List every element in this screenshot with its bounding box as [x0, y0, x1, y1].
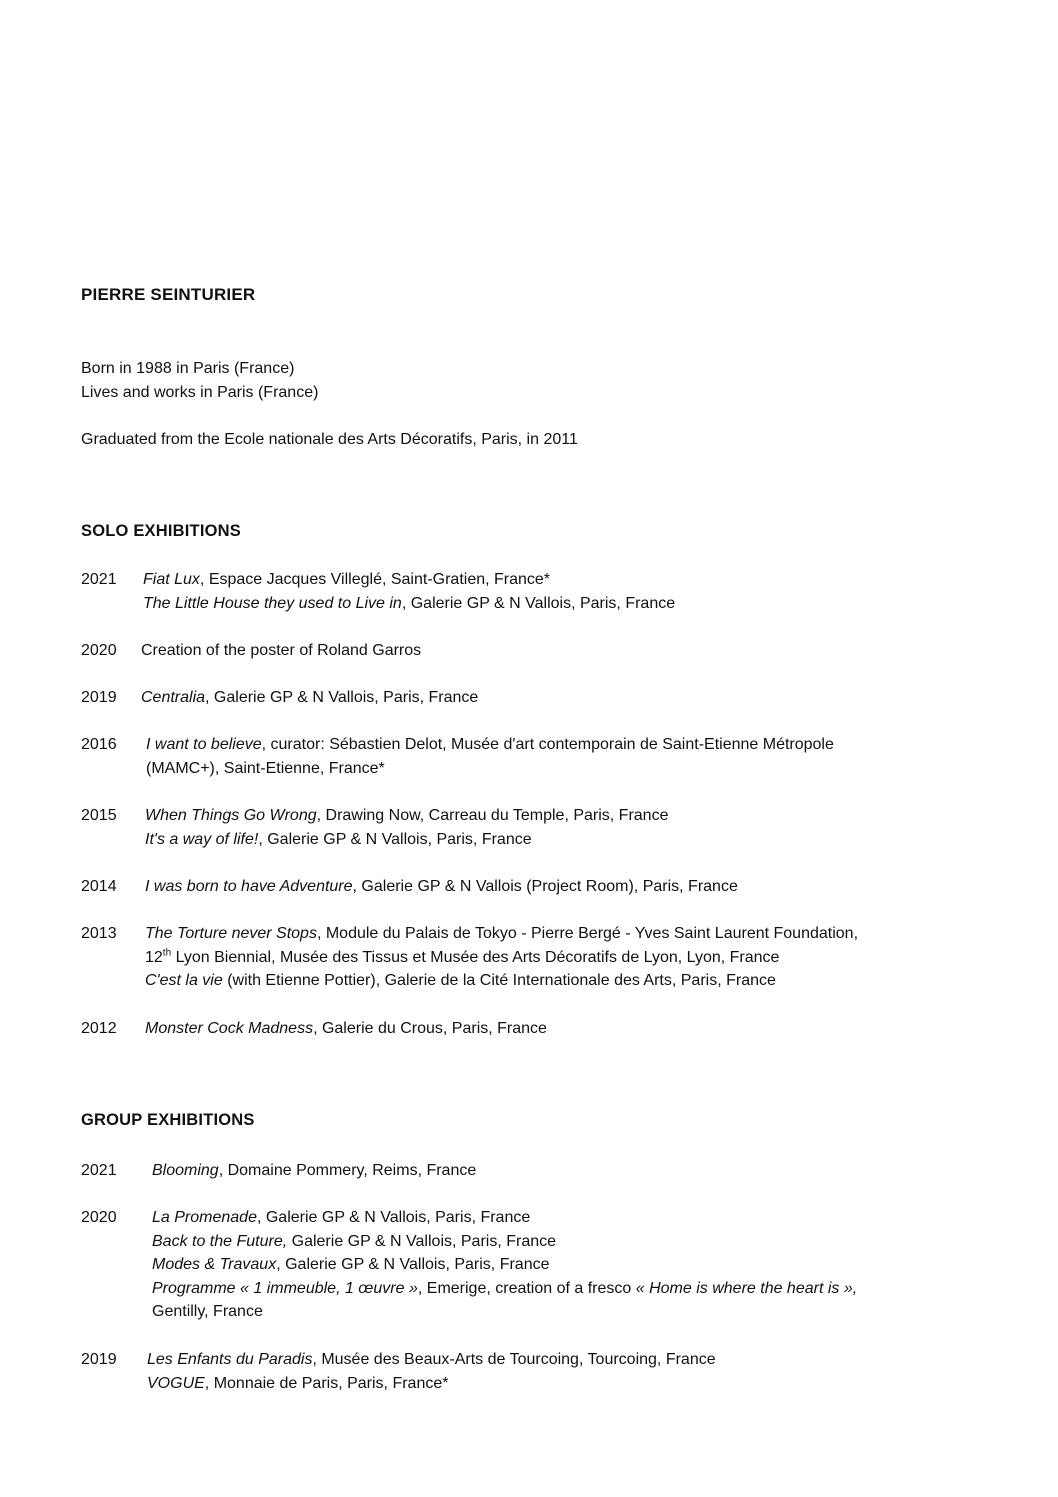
exhibition-details: , Galerie GP & N Vallois, Paris, France	[276, 1256, 550, 1274]
exhibition-title: When Things Go Wrong	[145, 807, 317, 824]
bio-education: Graduated from the Ecole nationale des Arts Décoratifs, Paris, in 2011	[81, 431, 578, 448]
bio-born: Born in 1988 in Paris (France)	[81, 360, 295, 377]
entry-line	[143, 568, 675, 592]
fresco-title: « Home is where the heart is »,	[635, 1279, 858, 1297]
exhibition-title: Modes & Travaux	[152, 1256, 277, 1274]
entry-line	[145, 969, 858, 993]
entry-year: 2012	[81, 1020, 117, 1037]
exhibition-details: , Monnaie de Paris, Paris, France*	[204, 1374, 449, 1392]
entry-line	[152, 1159, 476, 1183]
exhibition-title: Back to the Future,	[152, 1232, 288, 1250]
entry-line	[145, 946, 858, 970]
entry-line	[143, 592, 675, 616]
entry-year: 2021	[81, 1162, 117, 1179]
exhibition-details: Gentilly, France	[152, 1303, 263, 1321]
entry-year: 2016	[81, 736, 117, 753]
exhibition-title: VOGUE	[147, 1374, 205, 1392]
exhibition-title: The Little House they used to Live in	[143, 594, 402, 612]
exhibition-details: , Module du Palais de Tokyo - Pierre Bergé - Yves Saint Laurent Foundation,	[316, 925, 859, 942]
entry-line	[152, 1277, 857, 1301]
exhibition-details: , Galerie GP & N Vallois, Paris, France	[256, 1209, 531, 1226]
entry-line	[145, 875, 738, 899]
exhibition-details: , Drawing Now, Carreau du Temple, Paris, France	[316, 807, 669, 824]
entry-line	[146, 757, 834, 781]
entry-line	[147, 1372, 716, 1396]
exhibition-title: Les Enfants du Paradis	[147, 1351, 313, 1368]
entry-line	[145, 828, 668, 852]
entry-line	[145, 1017, 547, 1041]
exhibition-title: C'est la vie	[145, 972, 223, 990]
exhibition-title: I was born to have Adventure	[145, 878, 353, 895]
exhibition-details: , Galerie GP & N Vallois, Paris, France	[258, 830, 532, 848]
entry-year: 2020	[81, 642, 117, 659]
exhibition-title: Blooming	[152, 1162, 219, 1179]
exhibition-details: (MAMC+), Saint-Etienne, France*	[146, 759, 385, 777]
exhibition-title: Monster Cock Madness	[145, 1020, 314, 1037]
entry-line	[152, 1300, 857, 1324]
exhibition-title: It's a way of life!	[145, 830, 259, 848]
exhibition-details: , Musée des Beaux-Arts de Tourcoing, Tourcoing, France	[312, 1351, 716, 1368]
exhibition-title: La Promenade	[152, 1209, 257, 1226]
entry-line	[145, 922, 858, 946]
entry-year: 2020	[81, 1209, 117, 1226]
exhibition-title: The Torture never Stops	[145, 925, 317, 942]
biennial-number: 12	[145, 948, 163, 966]
entry-line	[152, 1253, 857, 1277]
artist-name: PIERRE SEINTURIER	[81, 285, 256, 304]
entry-line	[152, 1206, 857, 1230]
exhibition-details: Creation of the poster of Roland Garros	[141, 642, 422, 659]
exhibition-details: Lyon Biennial, Musée des Tissus et Musée des Arts Décoratifs de Lyon, Lyon, France	[171, 948, 780, 966]
solo-exhibitions-heading: SOLO EXHIBITIONS	[81, 522, 241, 540]
entry-line	[147, 1348, 716, 1372]
exhibition-details: , Domaine Pommery, Reims, France	[218, 1162, 477, 1179]
group-exhibitions-heading: GROUP EXHIBITIONS	[81, 1111, 255, 1129]
entry-line	[146, 733, 834, 757]
exhibition-details: , Galerie du Crous, Paris, France	[313, 1020, 547, 1037]
exhibition-details: , Emerige, creation of a fresco	[417, 1279, 636, 1297]
exhibition-details: , Galerie GP & N Vallois, Paris, France	[205, 689, 479, 706]
entry-year: 2014	[81, 878, 117, 895]
exhibition-title: I want to believe	[146, 736, 262, 753]
exhibition-details: (with Etienne Pottier), Galerie de la Cité Internationale des Arts, Paris, France	[222, 972, 776, 990]
entry-year: 2021	[81, 571, 117, 588]
entry-year: 2019	[81, 1351, 117, 1368]
exhibition-details: , Espace Jacques Villeglé, Saint-Gratien, France*	[199, 571, 551, 588]
ordinal-suffix: th	[162, 947, 172, 959]
exhibition-details: , curator: Sébastien Delot, Musée d'art contemporain de Saint-Etienne Métropole	[261, 736, 834, 753]
exhibition-details: , Galerie GP & N Vallois, Paris, France	[401, 594, 676, 612]
exhibition-title: Centralia	[141, 689, 206, 706]
exhibition-title: Fiat Lux	[143, 571, 200, 588]
entry-line	[141, 686, 478, 710]
exhibition-details: Galerie GP & N Vallois, Paris, France	[287, 1232, 557, 1250]
entry-year: 2019	[81, 689, 117, 706]
exhibition-title: Programme « 1 immeuble, 1 œuvre »	[152, 1279, 418, 1297]
entry-line	[145, 804, 668, 828]
entry-year: 2015	[81, 807, 117, 824]
bio-lives: Lives and works in Paris (France)	[81, 384, 319, 401]
entry-year: 2013	[81, 925, 117, 942]
exhibition-details: , Galerie GP & N Vallois (Project Room), Paris, France	[352, 878, 738, 895]
entry-line	[152, 1230, 857, 1254]
entry-line	[141, 639, 421, 663]
